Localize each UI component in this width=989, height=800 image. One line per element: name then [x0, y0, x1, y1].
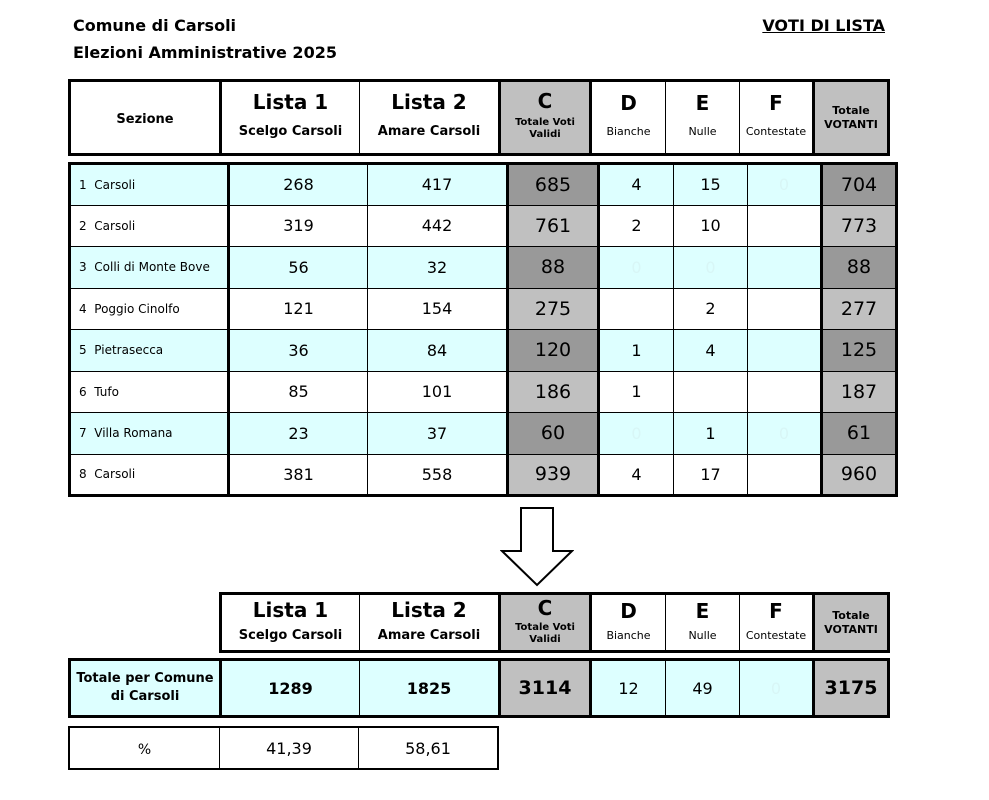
row-votanti-value: 61: [846, 422, 872, 445]
row-e-value: 10: [700, 216, 721, 236]
row-f: [748, 413, 822, 455]
table-row: [70, 288, 897, 330]
row-votanti-value: 187: [840, 380, 878, 403]
election-title: Elezioni Amministrative 2025: [73, 43, 337, 62]
e-header-bottom: E Nulle: [666, 594, 740, 652]
totale-votanti-header-bottom: Totale VOTANTI: [814, 594, 889, 652]
totale-votanti-header: Totale VOTANTI: [814, 81, 889, 155]
row-lista2: [368, 164, 508, 206]
row-section-name: Carsoli: [94, 218, 136, 233]
voti-di-lista-title: VOTI DI LISTA: [762, 16, 885, 35]
totals-f: 0: [740, 660, 814, 717]
percent-lista2: 58,61: [359, 727, 499, 769]
row-lista1-value: 36: [288, 340, 309, 360]
row-votanti: [822, 164, 897, 206]
row-e: [674, 205, 748, 247]
row-section-number: 3: [79, 260, 87, 275]
totals-d: 12: [591, 660, 666, 717]
row-d: [599, 247, 674, 289]
row-section: [70, 371, 229, 413]
totals-lista2: 1825: [360, 660, 500, 717]
row-d: [599, 288, 674, 330]
down-arrow-icon: [500, 507, 574, 587]
row-d-value: 2: [631, 216, 642, 236]
row-e: [674, 413, 748, 455]
row-f: [748, 371, 822, 413]
row-e-value: 4: [705, 340, 716, 360]
row-section-name: Villa Romana: [94, 426, 173, 441]
totals-label: Totale per Comune di Carsoli: [70, 660, 221, 717]
row-f-value: 0: [778, 423, 790, 443]
table-row: [70, 164, 897, 206]
table-row: [70, 330, 897, 372]
row-lista1: [229, 330, 368, 372]
row-f: [748, 454, 822, 496]
row-lista1-value: 85: [288, 382, 309, 402]
row-e-value: 0: [705, 257, 716, 277]
totals-c: 3114: [500, 660, 591, 717]
row-c: [508, 330, 599, 372]
row-e-value: 2: [705, 299, 716, 319]
row-votanti-value: 277: [840, 297, 878, 320]
row-lista2-value: 558: [421, 464, 453, 484]
row-lista1-value: 121: [283, 299, 314, 319]
totals-table: [68, 658, 890, 718]
row-lista2-value: 84: [426, 340, 448, 360]
row-e: [674, 330, 748, 372]
row-c: [508, 205, 599, 247]
c-header: C Totale Voti Validi: [500, 81, 591, 155]
percent-lista1: 41,39: [220, 727, 359, 769]
row-c: [508, 288, 599, 330]
row-f: [748, 247, 822, 289]
row-lista2: [368, 330, 508, 372]
d-header: D Bianche: [591, 81, 666, 155]
row-votanti: [822, 288, 897, 330]
row-d-value: 0: [631, 423, 642, 443]
e-header: E Nulle: [666, 81, 740, 155]
row-d-value: 4: [631, 464, 642, 484]
row-lista2-value: 37: [426, 423, 448, 443]
row-d-value: 1: [631, 340, 642, 360]
bottom-header-table: [219, 592, 890, 653]
row-c-value: 685: [534, 173, 572, 196]
row-section-name: Carsoli: [94, 467, 136, 482]
f-header-bottom: F Contestate: [740, 594, 814, 652]
row-section: [70, 164, 229, 206]
row-lista2-value: 442: [421, 216, 453, 236]
row-section-number: 7: [79, 426, 87, 441]
row-lista2-value: 154: [421, 299, 453, 319]
row-f: [748, 205, 822, 247]
row-c: [508, 371, 599, 413]
row-section-number: 5: [79, 343, 87, 358]
row-lista2: [368, 454, 508, 496]
row-f-value: 0: [778, 175, 790, 195]
row-votanti: [822, 205, 897, 247]
row-lista1-value: 381: [283, 464, 314, 484]
row-section-number: 8: [79, 467, 87, 482]
row-lista1-value: 319: [283, 216, 314, 236]
f-header: F Contestate: [740, 81, 814, 155]
row-lista1: [229, 247, 368, 289]
row-section: [70, 247, 229, 289]
percent-label: %: [69, 727, 220, 769]
row-section-number: 2: [79, 218, 87, 233]
lista2-header-bottom: Lista 2 Amare Carsoli: [360, 594, 500, 652]
row-e: [674, 371, 748, 413]
row-section-name: Colli di Monte Bove: [94, 260, 210, 275]
row-d: [599, 371, 674, 413]
row-votanti-value: 125: [840, 339, 878, 362]
d-header-bottom: D Bianche: [591, 594, 666, 652]
totals-votanti: 3175: [814, 660, 889, 717]
row-votanti-value: 88: [846, 256, 872, 279]
lista1-header: Lista 1 Scelgo Carsoli: [221, 81, 360, 155]
row-votanti: [822, 454, 897, 496]
table-row: [70, 413, 897, 455]
row-d: [599, 330, 674, 372]
lista1-header-bottom: Lista 1 Scelgo Carsoli: [221, 594, 360, 652]
row-section-number: 6: [79, 384, 87, 399]
row-f: [748, 164, 822, 206]
top-header-table: [68, 79, 890, 156]
row-section: [70, 454, 229, 496]
row-votanti-value: 704: [840, 173, 878, 196]
row-d-value: 4: [631, 175, 642, 195]
row-e-value: 17: [700, 464, 721, 484]
row-lista1-value: 268: [283, 175, 314, 195]
row-c-value: 186: [534, 380, 572, 403]
lista2-header: Lista 2 Amare Carsoli: [360, 81, 500, 155]
row-c-value: 275: [534, 297, 572, 320]
row-e: [674, 247, 748, 289]
row-c: [508, 454, 599, 496]
c-header-bottom: C Totale Voti Validi: [500, 594, 591, 652]
table-row: [70, 205, 897, 247]
row-section: [70, 205, 229, 247]
row-lista2: [368, 371, 508, 413]
row-lista2-value: 417: [421, 175, 453, 195]
row-votanti: [822, 330, 897, 372]
row-section: [70, 330, 229, 372]
row-lista1-value: 56: [288, 257, 309, 277]
row-votanti: [822, 413, 897, 455]
percent-table: [68, 726, 499, 770]
row-c: [508, 413, 599, 455]
row-f: [748, 288, 822, 330]
row-section: [70, 288, 229, 330]
row-lista2: [368, 413, 508, 455]
row-section: [70, 413, 229, 455]
comune-title: Comune di Carsoli: [73, 16, 237, 35]
row-c-value: 60: [540, 422, 566, 445]
row-section-name: Tufo: [94, 384, 119, 399]
row-section-number: 1: [79, 177, 87, 192]
row-e-value: 15: [700, 175, 721, 195]
row-c: [508, 247, 599, 289]
row-c-value: 761: [534, 214, 572, 237]
row-f: [748, 330, 822, 372]
row-votanti: [822, 247, 897, 289]
totals-e: 49: [666, 660, 740, 717]
row-lista2: [368, 288, 508, 330]
row-c: [508, 164, 599, 206]
row-e: [674, 164, 748, 206]
row-lista1-value: 23: [288, 423, 309, 443]
row-votanti-value: 960: [840, 463, 878, 486]
sezione-header: Sezione: [70, 81, 221, 155]
row-lista2-value: 32: [426, 257, 448, 277]
row-section-name: Poggio Cinolfo: [94, 301, 180, 316]
totals-lista1: 1289: [221, 660, 360, 717]
row-d: [599, 164, 674, 206]
row-lista1: [229, 164, 368, 206]
row-e: [674, 288, 748, 330]
row-section-number: 4: [79, 301, 87, 316]
row-lista1: [229, 288, 368, 330]
row-d: [599, 205, 674, 247]
row-lista2: [368, 205, 508, 247]
row-section-name: Carsoli: [94, 177, 136, 192]
row-lista2: [368, 247, 508, 289]
row-votanti-value: 773: [840, 214, 878, 237]
row-d: [599, 454, 674, 496]
sections-table: [68, 162, 898, 497]
row-lista1: [229, 454, 368, 496]
row-d-value: 0: [631, 257, 642, 277]
row-c-value: 120: [534, 339, 572, 362]
row-lista1: [229, 371, 368, 413]
table-row: [70, 454, 897, 496]
row-section-name: Pietrasecca: [94, 343, 164, 358]
row-lista1: [229, 205, 368, 247]
row-d: [599, 413, 674, 455]
table-row: [70, 371, 897, 413]
table-row: [70, 247, 897, 289]
row-e: [674, 454, 748, 496]
row-c-value: 939: [534, 463, 572, 486]
row-d-value: 1: [631, 382, 642, 402]
row-lista1: [229, 413, 368, 455]
row-e-value: 1: [705, 423, 716, 443]
row-votanti: [822, 371, 897, 413]
row-c-value: 88: [540, 256, 566, 279]
row-lista2-value: 101: [421, 382, 453, 402]
